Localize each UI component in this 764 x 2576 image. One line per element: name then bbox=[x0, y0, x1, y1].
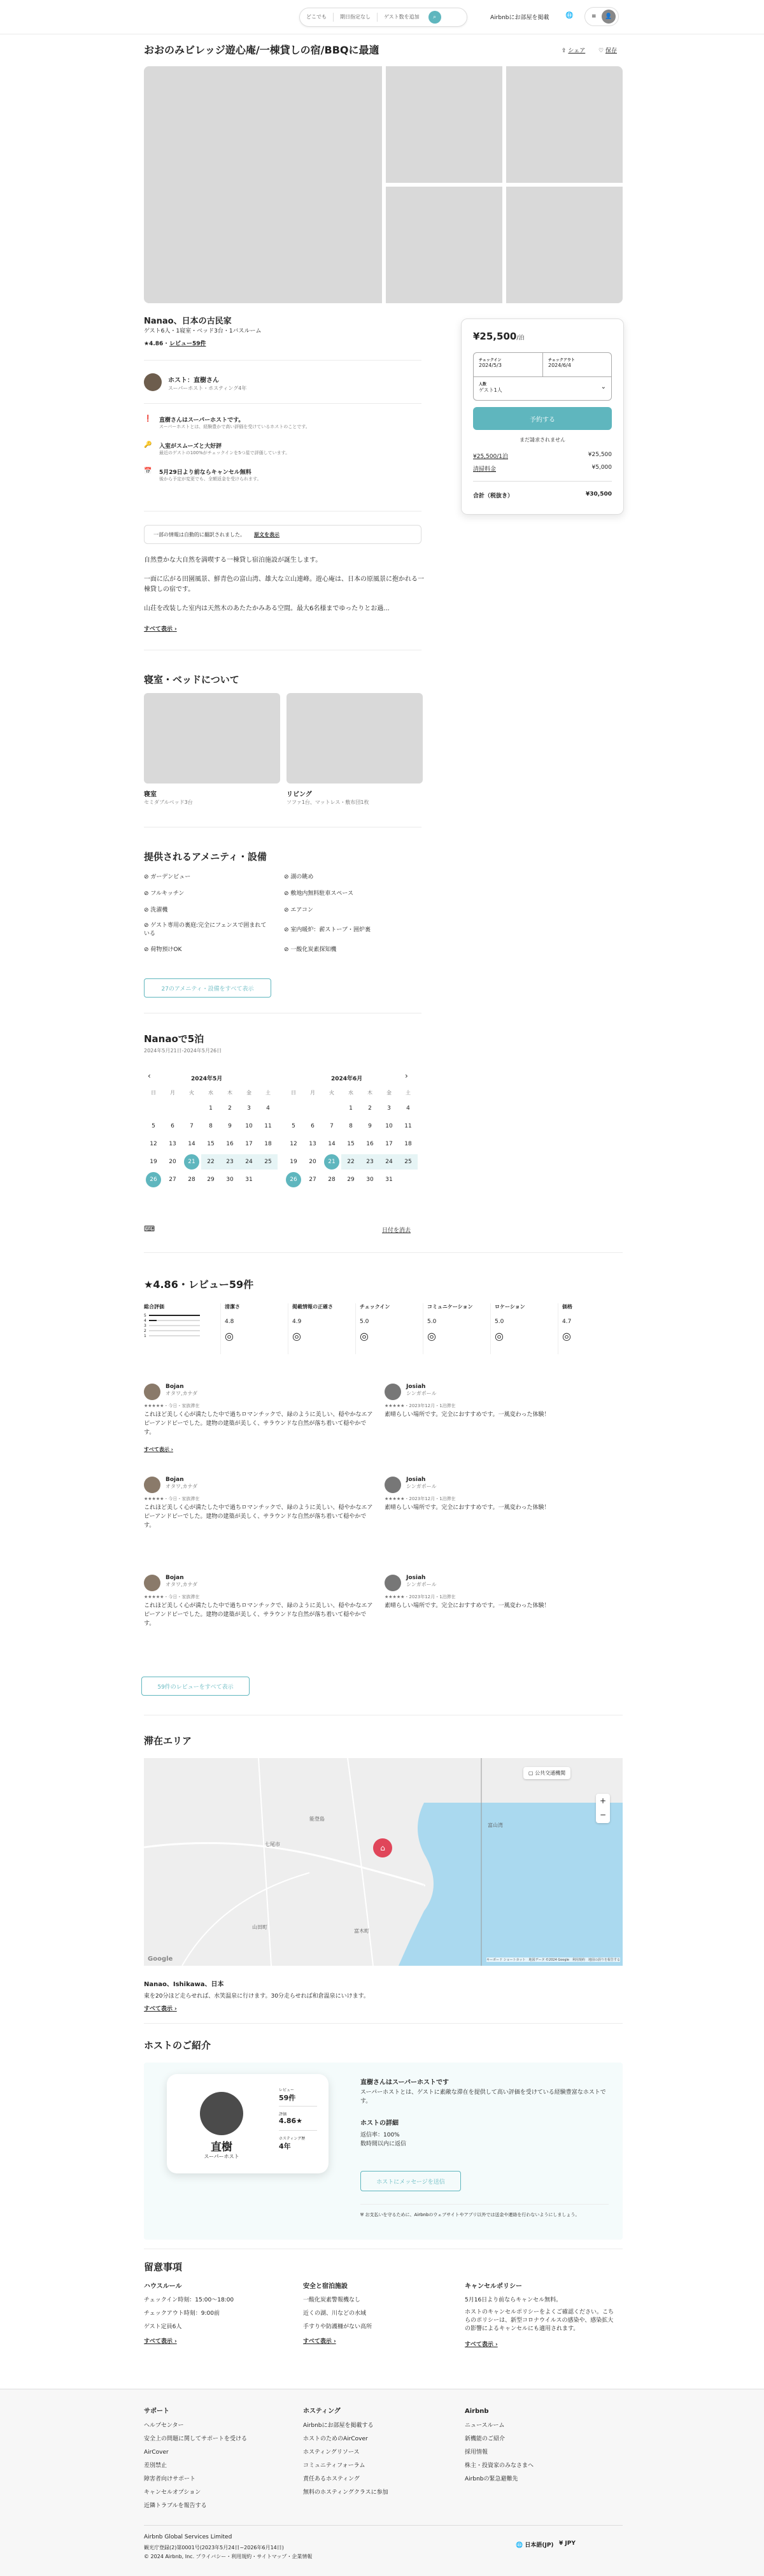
calendar-day[interactable]: 26 bbox=[284, 1171, 303, 1189]
amenity-item: ⊘ 室内暖炉：薪ストーブ・囲炉裏 bbox=[284, 926, 371, 933]
footer-support: サポート ヘルプセンター 安全上の問題に関してサポートを受ける AirCover 差別禁止 障害者向けサポート キャンセルオプション 近隣トラブルを報告する bbox=[144, 2404, 297, 2513]
review-category: コミュニケーション 5.0 ◎ bbox=[423, 1303, 490, 1354]
check-icon: ⊘ bbox=[284, 926, 289, 933]
calendar-day[interactable]: 5 bbox=[292, 1123, 295, 1129]
calendar-day bbox=[284, 1099, 303, 1117]
calendar-may bbox=[144, 1085, 278, 1189]
calendar-day[interactable]: 16 bbox=[366, 1141, 374, 1147]
google-logo: Google bbox=[148, 1956, 173, 1963]
amenity-item: ⊘ フルキッチン bbox=[144, 890, 185, 897]
calendar-day[interactable]: 22 bbox=[201, 1153, 220, 1171]
price-card: ¥25,500/泊 チェックイン 2024/5/3 チェックアウト 2024/6/4 人数 ゲスト1人 ⌄ 予約する まだ請求されません ¥25,500/1泊 ¥25,500 清掃料金 ¥5,000 合計（税抜き） ¥30,500 bbox=[461, 318, 624, 515]
footer-link[interactable]: ヘルプセンター bbox=[144, 2422, 184, 2429]
calendar-day[interactable]: 8 bbox=[209, 1123, 213, 1129]
map-attribution: キーボード ショートカット 地図データ ©2024 Google 利用規約 地図の誤りを報告する bbox=[486, 1958, 620, 1962]
review-item: Bojan オタワ,カナダ ★★★★★・今日・家族滞在 これほど美しく心が満たした中で過ちロマンチックで、緑のように美しい、穏やかなエアピーアンドビーでした。建物の建築が美しく、サラウンドな自然が落ち着いて穏やかです。 すべて表示 › bbox=[144, 1384, 373, 1452]
review-category: チェックイン 5.0 ◎ bbox=[355, 1303, 423, 1354]
footer-copyright[interactable]: © 2024 Airbnb, Inc. プライバシー・利用規約・サイトマップ・企業情報 bbox=[144, 2554, 313, 2559]
search-dates[interactable]: 期日指定なし bbox=[334, 13, 378, 22]
calendar-june bbox=[284, 1085, 418, 1189]
highlight-superhost: ❗ 直樹さんはスーパーホストです。 スーパーホストとは、経験豊かで高い評価を受けているホストのことです。 bbox=[144, 415, 310, 429]
avatar bbox=[385, 1477, 401, 1493]
review-item: Josiah シンガポール ★★★★★・2023年12月・1泊滞在 素晴らしい場所です。完全におすすめです。一風変わった体験！ bbox=[385, 1477, 550, 1511]
photo-5[interactable] bbox=[506, 187, 623, 303]
avatar bbox=[144, 1477, 160, 1493]
heart-icon: ♡ bbox=[598, 48, 604, 54]
booking-title: Nanaoで5泊 bbox=[144, 1033, 204, 1045]
weekday-label: 火 bbox=[329, 1089, 334, 1096]
superhost-badge: スーパーホスト bbox=[204, 2154, 239, 2159]
calendar-day[interactable]: 28 bbox=[328, 1177, 336, 1183]
review-category: 掲載情報の正確さ 4.9 ◎ bbox=[288, 1303, 355, 1354]
avatar bbox=[385, 1575, 401, 1591]
map[interactable] bbox=[144, 1758, 623, 1966]
calendar-day[interactable]: 14 bbox=[188, 1141, 195, 1147]
footer-link[interactable]: ホストのためのAirCover bbox=[303, 2436, 368, 2442]
calendar-day[interactable]: 9 bbox=[228, 1123, 232, 1129]
room-photo-living[interactable] bbox=[286, 693, 423, 784]
calendar-day[interactable]: 13 bbox=[309, 1141, 316, 1147]
chevron-right-icon[interactable]: › bbox=[405, 1071, 408, 1080]
footer-link[interactable]: 近隣トラブルを報告する bbox=[144, 2503, 207, 2509]
map-label: 能登島 bbox=[309, 1816, 325, 1822]
map-show-more[interactable]: すべて表示 › bbox=[144, 2006, 177, 2012]
check-icon: ⊘ bbox=[284, 906, 289, 913]
check-icon: ⊘ bbox=[144, 946, 149, 953]
calendar-day[interactable]: 15 bbox=[347, 1141, 355, 1147]
notes-cancellation: キャンセルポリシー 5月16日より前ならキャンセル無料。 ホストのキャンセルポリシーをよくご確認ください。こちらのポリシーは、新型コロナウイルスの感染や、感染拡大の影響によるキャンセルにも適用されます。 すべて表示 › bbox=[465, 2280, 618, 2348]
photo-3[interactable] bbox=[506, 66, 623, 183]
weekday-label: 木 bbox=[227, 1089, 232, 1096]
search-guests[interactable]: ゲスト数を追加 bbox=[384, 14, 420, 20]
calendar-day[interactable]: 3 bbox=[387, 1105, 391, 1112]
map-label: 富木町 bbox=[354, 1928, 369, 1934]
safety-show-more[interactable]: すべて表示 › bbox=[303, 2338, 336, 2345]
language-selector[interactable]: 🌐 日本語(JP) bbox=[516, 2542, 554, 2549]
calendar-day bbox=[303, 1099, 322, 1117]
calendar-day[interactable]: 10 bbox=[245, 1123, 253, 1129]
calendar-day[interactable]: 5 bbox=[152, 1123, 155, 1129]
key-icon: 🔑 bbox=[144, 441, 152, 448]
sparkle-icon: ◎ bbox=[225, 1330, 234, 1342]
footer-link[interactable]: キャンセルオプション bbox=[144, 2489, 201, 2496]
calendar-icon: 📅 bbox=[144, 468, 152, 475]
footer-airbnb: Airbnb ニュースルーム 新機能のご紹介 採用情報 株主・投資家のみなさまへ Airbnbの緊急避難先 bbox=[465, 2404, 618, 2486]
listing-title: おおのみビレッジ遊心庵/一棟貸しの宿/BBQに最適 bbox=[144, 44, 379, 56]
review-item: Bojan オタワ,カナダ ★★★★★・今日・家族滞在 これほど美しく心が満たした中で過ちロマンチックで、緑のように美しい、穏やかなエアピーアンドビーでした。建物の建築が美しく、サラウンドな自然が落ち着いて穏やかです。 bbox=[144, 1477, 373, 1529]
currency-selector[interactable]: ¥ JPY bbox=[559, 2540, 576, 2547]
sleep-title: 寝室・ベッドについて bbox=[144, 674, 239, 685]
calendar-day[interactable]: 16 bbox=[226, 1141, 234, 1147]
review-category: 清潔さ 4.8 ◎ bbox=[220, 1303, 288, 1354]
check-icon: ⊘ bbox=[284, 890, 289, 897]
calendar-day[interactable]: 23 bbox=[220, 1153, 239, 1171]
weekday-label: 土 bbox=[406, 1089, 411, 1096]
calendar-day[interactable]: 23 bbox=[360, 1153, 379, 1171]
zoom-controls[interactable] bbox=[596, 1794, 610, 1823]
footer-link[interactable]: 責任あるホスティング bbox=[303, 2476, 360, 2482]
calendar-day[interactable]: 21 bbox=[182, 1153, 201, 1171]
calendar-day[interactable]: 21 bbox=[322, 1153, 341, 1171]
calendar-day[interactable]: 2 bbox=[368, 1105, 372, 1112]
show-all-amenities-button[interactable]: 27のアメニティ・設備をすべて表示 bbox=[144, 978, 271, 998]
room-name: リビング bbox=[286, 791, 312, 798]
calendar-day[interactable]: 20 bbox=[309, 1159, 316, 1165]
footer-company: Airbnb Global Services Limited bbox=[144, 2534, 232, 2540]
amenity-item: ⊘ ガーデンビュー bbox=[144, 873, 191, 880]
calendar-day[interactable]: 10 bbox=[385, 1123, 393, 1129]
keyboard-icon[interactable]: ⌨ bbox=[144, 1224, 155, 1233]
calendar-day[interactable]: 12 bbox=[150, 1141, 157, 1147]
description-show-more[interactable]: すべて表示 › bbox=[144, 626, 177, 633]
host-super-title: 直樹さんはスーパーホストです bbox=[360, 2079, 449, 2086]
calendar-day[interactable]: 19 bbox=[290, 1159, 297, 1165]
footer-link[interactable]: Airbnbにお部屋を掲載する bbox=[303, 2422, 374, 2429]
host-response-time: 数時間以内に返信 bbox=[360, 2141, 407, 2147]
footer-link[interactable]: 安全上の問題に関してサポートを受ける bbox=[144, 2436, 248, 2442]
calendar-day[interactable]: 27 bbox=[169, 1177, 176, 1183]
calendar-day[interactable]: 6 bbox=[311, 1123, 315, 1129]
weekday-label: 火 bbox=[189, 1089, 194, 1096]
amenities-title: 提供されるアメニティ・設備 bbox=[144, 851, 267, 862]
show-all-reviews-button[interactable]: 59件のレビューをすべて表示 bbox=[141, 1677, 250, 1696]
footer-link[interactable]: AirCover bbox=[144, 2449, 169, 2456]
room-beds: ソファ1台、マットレス・敷布団1枚 bbox=[286, 799, 369, 805]
calendar-day[interactable]: 31 bbox=[385, 1177, 393, 1183]
calendar-day[interactable]: 17 bbox=[385, 1141, 393, 1147]
calendar-day bbox=[258, 1171, 278, 1189]
amenity-item: ⊘ 敷地内無料駐車スペース bbox=[284, 890, 353, 897]
host-card[interactable]: 直樹 スーパーホスト レビュー 59件 評価 4.86★ ホスティング歴 4年 bbox=[167, 2074, 329, 2173]
calendar-day[interactable]: 27 bbox=[309, 1177, 316, 1183]
calendar-day[interactable]: 7 bbox=[330, 1123, 334, 1129]
calendar-day[interactable]: 13 bbox=[169, 1141, 176, 1147]
amenity-item: ⊘ 一酸化炭素探知機 bbox=[284, 946, 337, 953]
calendar-day bbox=[322, 1099, 341, 1117]
save-button[interactable]: ♡ 保存 bbox=[598, 48, 617, 54]
calendar-day[interactable]: 3 bbox=[247, 1105, 251, 1112]
calendar-day[interactable]: 18 bbox=[264, 1141, 272, 1147]
guests-field[interactable]: 人数 ゲスト1人 ⌄ bbox=[479, 382, 606, 393]
calendar-day[interactable]: 2 bbox=[228, 1105, 232, 1112]
map-label: 富山湾 bbox=[488, 1822, 503, 1828]
footer-license: 観光庁登録(2)第0001号(2023年5月24日~2026年6月14日) bbox=[144, 2545, 284, 2551]
map-place: Nanao、Ishikawa、日本 bbox=[144, 1981, 224, 1988]
total-line: 合計（税抜き） ¥30,500 bbox=[473, 491, 612, 499]
review-item: Josiah シンガポール ★★★★★・2023年12月・1泊滞在 素晴らしい場所です。完全におすすめです。一風変わった体験！ bbox=[385, 1575, 550, 1609]
avatar bbox=[144, 1575, 160, 1591]
amenity-item: ⊘ 荷物預けOK bbox=[144, 946, 182, 953]
calendar-day[interactable]: 7 bbox=[190, 1123, 194, 1129]
month-label: 2024年6月 bbox=[331, 1076, 363, 1082]
search-bar[interactable] bbox=[299, 8, 467, 27]
host-title: ホストのご紹介 bbox=[144, 2040, 211, 2051]
nightly-price: ¥25,500 bbox=[473, 331, 517, 342]
calendar-day[interactable]: 4 bbox=[266, 1105, 270, 1112]
not-charged-note: まだ請求されません bbox=[520, 437, 565, 443]
weekday-label: 日 bbox=[291, 1089, 296, 1096]
globe-icon[interactable]: 🌐 bbox=[565, 12, 574, 19]
room-photo-bedroom[interactable] bbox=[144, 693, 280, 784]
room-name: 寝室 bbox=[144, 791, 157, 798]
user-menu[interactable] bbox=[584, 7, 619, 26]
description: 自然豊かな大自然を満喫する一棟貸し宿泊施設が誕生します。 一面に広がる田園風景、鮮青色の富山湾、雄大な立山連峰。遊心庵は、日本の原風景に抱かれる一棟貸しの宿です。 山荘を改装した室内は天然木のあたたかみある空間。最大6名様までゆったりとお過... bbox=[144, 557, 424, 612]
photo-4[interactable] bbox=[386, 187, 502, 303]
calendar-day[interactable]: 30 bbox=[226, 1177, 234, 1183]
chevron-down-icon: ⌄ bbox=[600, 383, 606, 390]
amenity-item: ⊘ ゲスト専用の裏庭:完全にフェンスで囲まれている bbox=[144, 922, 267, 937]
calendar-day[interactable]: 25 bbox=[258, 1153, 278, 1171]
calendar-day[interactable]: 1 bbox=[349, 1105, 353, 1112]
calendar-day[interactable]: 9 bbox=[368, 1123, 372, 1129]
footer-link[interactable]: 無料のホスティングクラスに参加 bbox=[303, 2489, 388, 2496]
amenities-list bbox=[144, 868, 424, 957]
calendar-day[interactable]: 12 bbox=[290, 1141, 297, 1147]
zoom-in-icon: + bbox=[599, 1796, 607, 1805]
host-response-rate: 返信率：100% bbox=[360, 2132, 400, 2138]
clear-dates-link[interactable]: 日付を消去 bbox=[382, 1227, 411, 1234]
footer-link[interactable]: 障害者向けサポート bbox=[144, 2476, 196, 2482]
calendar-day[interactable]: 18 bbox=[404, 1141, 412, 1147]
footer-link[interactable]: 差別禁止 bbox=[144, 2463, 167, 2469]
weekday-label: 木 bbox=[367, 1089, 372, 1096]
footer-link[interactable]: コミュニティフォーラム bbox=[303, 2463, 365, 2469]
host-avatar bbox=[200, 2092, 243, 2135]
reviews-title: ★4.86・レビュー59件 bbox=[144, 1278, 254, 1291]
calendar-day[interactable]: 22 bbox=[341, 1153, 360, 1171]
checkout-field[interactable]: チェックアウト 2024/6/4 bbox=[543, 353, 611, 377]
highlight-cancel: 📅 5月29日より前ならキャンセル無料 後から予定が変更でも、全額返金を受けられます。 bbox=[144, 468, 262, 482]
month-label: 2024年5月 bbox=[191, 1076, 223, 1082]
map-note: 東を20分ほど走らせれば、水笑温泉に行けます。30分走らせれば和倉温泉にいけます。 bbox=[144, 1993, 369, 2000]
check-icon: ⊘ bbox=[144, 922, 149, 929]
globe-icon: 🌐 bbox=[516, 2542, 523, 2549]
footer-link[interactable]: ホスティングリソース bbox=[303, 2449, 360, 2456]
location-marker-icon[interactable]: ⌂ bbox=[373, 1838, 392, 1857]
shield-icon: ⛨ bbox=[360, 2212, 364, 2217]
calendar-day bbox=[399, 1171, 418, 1189]
reviews-link[interactable]: レビュー59件 bbox=[169, 341, 206, 347]
share-button[interactable]: ⇪ シェア bbox=[562, 48, 586, 54]
calendar-day[interactable]: 11 bbox=[404, 1123, 412, 1129]
calendar-day bbox=[144, 1099, 163, 1117]
calendar-day bbox=[163, 1099, 182, 1117]
calendar-day[interactable]: 11 bbox=[264, 1123, 272, 1129]
calendar-day[interactable]: 25 bbox=[399, 1153, 418, 1171]
highlights bbox=[144, 415, 421, 482]
check-icon: ⊘ bbox=[144, 873, 149, 880]
calendar-day[interactable]: 30 bbox=[366, 1177, 374, 1183]
map-label: 七尾市 bbox=[265, 1842, 280, 1847]
checkin-field[interactable]: チェックイン 2024/5/3 bbox=[474, 353, 543, 377]
review-category: 価格 4.7 ◎ bbox=[558, 1303, 625, 1354]
photo-2[interactable] bbox=[386, 66, 502, 183]
footer-link[interactable]: ニュースルーム bbox=[465, 2422, 505, 2429]
calendar-day[interactable]: 14 bbox=[328, 1141, 336, 1147]
check-icon: ⊘ bbox=[284, 873, 289, 880]
transit-toggle[interactable]: ▢ 公共交通機関 bbox=[523, 1767, 570, 1779]
room-beds: セミダブルベッド3台 bbox=[144, 799, 193, 805]
host-super-desc: スーパーホストとは、ゲストに素敵な滞在を提供して高い評価を受けている経験豊富なホストです。 bbox=[360, 2089, 606, 2105]
calendar-day[interactable]: 6 bbox=[171, 1123, 174, 1129]
notes-safety: 安全と宿泊施設 一酸化炭素警報機なし 近くの湖、川などの水域 手すりや防護柵がない高所 すべて表示 › bbox=[303, 2280, 449, 2345]
notes-title: 留意事項 bbox=[144, 2261, 183, 2273]
calendar-day bbox=[182, 1099, 201, 1117]
price-line-label: ¥25,500/1泊 bbox=[473, 454, 508, 460]
calendar-day[interactable]: 8 bbox=[349, 1123, 353, 1129]
host-avatar[interactable] bbox=[144, 373, 162, 391]
weekday-label: 金 bbox=[386, 1089, 392, 1096]
calendar-day[interactable]: 29 bbox=[207, 1177, 215, 1183]
calendar-day[interactable]: 24 bbox=[239, 1153, 258, 1171]
notes-house-rules: ハウスルール チェックイン時刻：15:00～18:00 チェックアウト時刻：9:00前 ゲスト定員6人 すべて表示 › bbox=[144, 2280, 290, 2345]
chat-icon: ◎ bbox=[427, 1330, 436, 1342]
amenity-item: ⊘ 洗濯機 bbox=[144, 906, 168, 913]
weekday-label: 土 bbox=[265, 1089, 271, 1096]
translation-notice: 一部の情報は自動的に翻訳されました。 原文を表示 bbox=[144, 525, 421, 544]
calendar-day[interactable]: 1 bbox=[209, 1105, 213, 1112]
payment-safety-note: ⛨ お支払いを守るために、Airbnbのウェブサイトやアプリ以外では送金や連絡を行わないようにしましょう。 bbox=[360, 2212, 580, 2217]
booking-range: 2024年5月21日-2024年5月26日 bbox=[144, 1048, 222, 1054]
weekday-label: 月 bbox=[170, 1089, 175, 1096]
review-item: Josiah シンガポール ★★★★★・2023年12月・1泊滞在 素晴らしい場所です。完全におすすめです。一風変わった体験！ bbox=[385, 1384, 550, 1418]
calendar-day[interactable]: 19 bbox=[150, 1159, 157, 1165]
review-categories bbox=[220, 1303, 625, 1354]
calendar-day[interactable]: 29 bbox=[347, 1177, 355, 1183]
calendar-day[interactable]: 26 bbox=[144, 1171, 163, 1189]
footer-link[interactable]: 新機能のご紹介 bbox=[465, 2436, 506, 2442]
zoom-out-icon: − bbox=[599, 1810, 607, 1819]
price-line-label: 清掃料金 bbox=[473, 466, 497, 473]
check-icon: ⊘ bbox=[284, 946, 289, 953]
house-rules-show-more[interactable]: すべて表示 › bbox=[144, 2338, 177, 2345]
menu-icon: ≡ bbox=[591, 13, 597, 20]
weekday-label: 水 bbox=[348, 1089, 353, 1096]
weekday-label: 水 bbox=[208, 1089, 213, 1096]
highlight-checkin: 🔑 入室がスムーズと大好評 最近のゲストの100%がチェックインを5つ星で評価しています。 bbox=[144, 441, 290, 455]
calendar-day[interactable]: 20 bbox=[169, 1159, 176, 1165]
map-icon: ◎ bbox=[495, 1330, 504, 1342]
review-category: ロケーション 5.0 ◎ bbox=[490, 1303, 558, 1354]
amenity-item: ⊘ エアコン bbox=[284, 906, 313, 913]
cancellation-show-more[interactable]: すべて表示 › bbox=[465, 2342, 498, 2348]
check-icon: ⊘ bbox=[144, 906, 149, 913]
footer-hosting: ホスティング Airbnbにお部屋を掲載する ホストのためのAirCover ホスティングリソース コミュニティフォーラム 責任あるホスティング 無料のホスティングクラスに参加 bbox=[303, 2404, 456, 2500]
key-icon: ◎ bbox=[360, 1330, 369, 1342]
search-icon[interactable]: ⌕ bbox=[428, 11, 441, 24]
share-icon: ⇪ bbox=[562, 48, 567, 54]
overall-rating-bars: 総合評価 5 4 3 2 1 bbox=[144, 1303, 214, 1338]
weekday-label: 月 bbox=[310, 1089, 315, 1096]
host-sub: スーパーホスト・ホスティング4年 bbox=[168, 385, 247, 391]
avatar bbox=[385, 1384, 401, 1400]
show-original-link[interactable]: 原文を表示 bbox=[254, 531, 279, 538]
footer-link[interactable]: Airbnbの緊急避難先 bbox=[465, 2476, 518, 2482]
review-item: Bojan オタワ,カナダ ★★★★★・今日・家族滞在 これほど美しく心が満たした中で過ちロマンチックで、緑のように美しい、穏やかなエアピーアンドビーでした。建物の建築が美しく、サラウンドな自然が落ち着いて穏やかです。 bbox=[144, 1575, 373, 1627]
map-title: 滞在エリア bbox=[144, 1735, 192, 1747]
host-your-home-link[interactable]: Airbnbにお部屋を掲載 bbox=[490, 15, 549, 21]
tag-icon: ◎ bbox=[562, 1330, 571, 1342]
user-icon: 👤 bbox=[602, 10, 616, 24]
map-label: 山田町 bbox=[252, 1924, 267, 1930]
search-anywhere[interactable]: どこでも bbox=[300, 13, 334, 22]
amenity-item: ⊘ 湖の眺め bbox=[284, 873, 314, 880]
weekday-label: 金 bbox=[246, 1089, 251, 1096]
chevron-left-icon[interactable]: ‹ bbox=[148, 1071, 151, 1080]
photo-main[interactable] bbox=[144, 66, 382, 303]
avatar bbox=[144, 1384, 160, 1400]
location-title: Nanao、日本の古民家 bbox=[144, 317, 232, 326]
host-detail-title: ホストの詳細 bbox=[360, 2120, 399, 2127]
calendar-day[interactable]: 4 bbox=[406, 1105, 410, 1112]
host-name: ホスト：直樹さん bbox=[168, 377, 219, 384]
calendar-day[interactable]: 31 bbox=[245, 1177, 253, 1183]
reserve-button[interactable]: 予約する bbox=[473, 407, 612, 430]
review-show-more[interactable]: すべて表示 › bbox=[144, 1447, 173, 1452]
calendar-day[interactable]: 17 bbox=[245, 1141, 253, 1147]
medal-icon: ❗ bbox=[144, 415, 152, 422]
footer-link[interactable]: 採用情報 bbox=[465, 2449, 488, 2456]
listing-rating: ★4.86 · レビュー59件 bbox=[144, 341, 206, 347]
weekday-label: 日 bbox=[151, 1089, 156, 1096]
footer-link[interactable]: 株主・投資家のみなさまへ bbox=[465, 2463, 534, 2469]
calendar-day[interactable]: 28 bbox=[188, 1177, 195, 1183]
calendar-day[interactable]: 24 bbox=[379, 1153, 399, 1171]
check-circle-icon: ◎ bbox=[292, 1330, 301, 1342]
listing-meta: ゲスト6人・1寝室・ベッド3台・1バスルーム bbox=[144, 328, 262, 334]
message-host-button[interactable]: ホストにメッセージを送信 bbox=[360, 2171, 461, 2191]
check-icon: ⊘ bbox=[144, 890, 149, 897]
calendar-day[interactable]: 15 bbox=[207, 1141, 215, 1147]
